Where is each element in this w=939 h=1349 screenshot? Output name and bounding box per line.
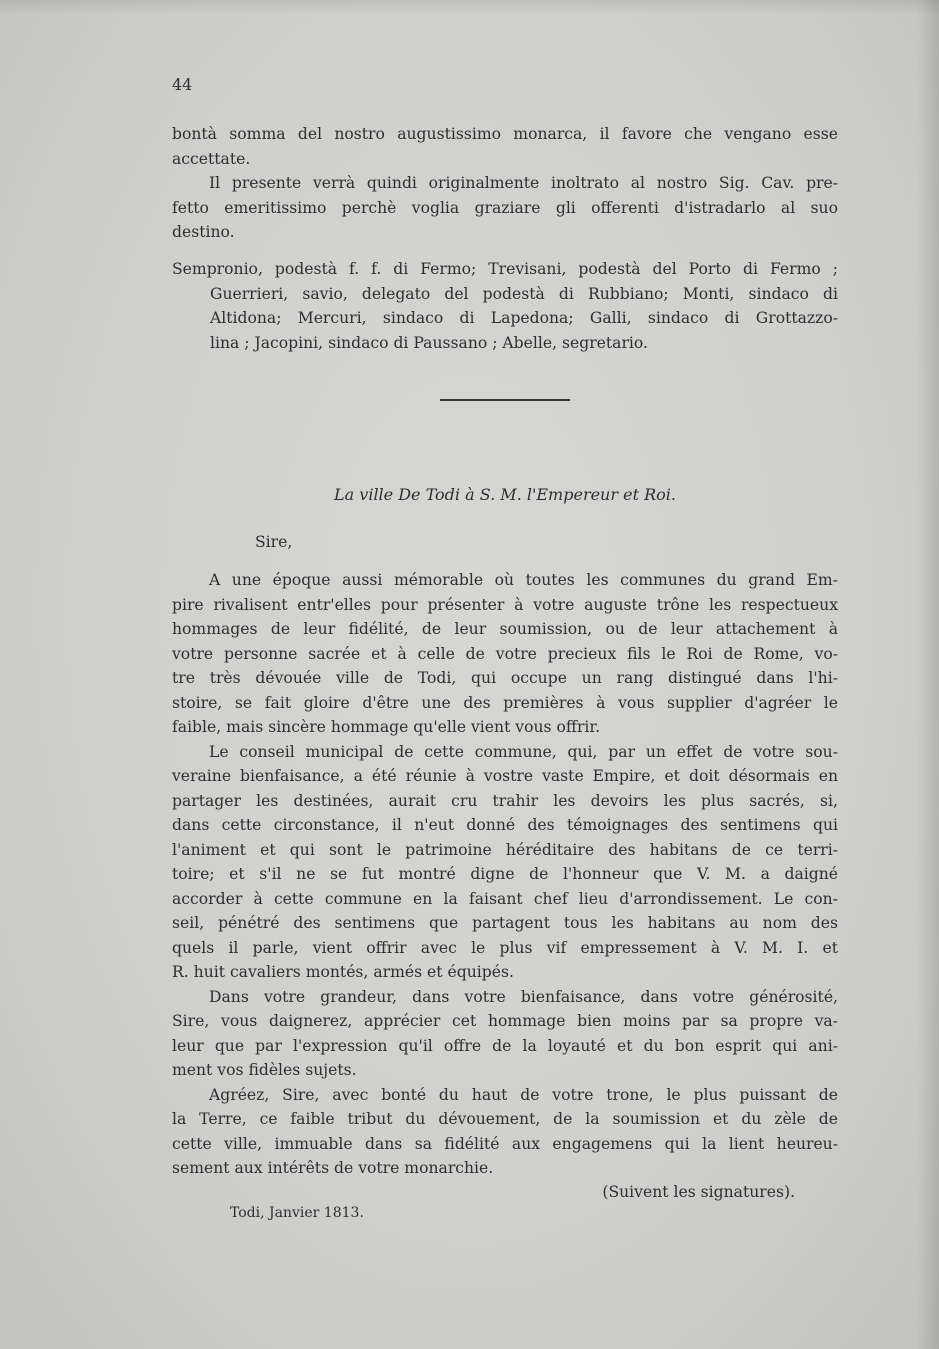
text-line: Sire, vous daignerez, apprécier cet hommage bien moins par sa propre va- xyxy=(172,1012,838,1030)
text-line: destino. xyxy=(172,223,235,241)
text-line: bontà somma del nostro augustissimo monarca, il favore che vengano esse xyxy=(172,125,838,143)
text-line: fetto emeritissimo perchè voglia graziare gli offerenti d'istradarlo al suo xyxy=(172,198,838,217)
text-line: toire; et s'il ne se fut montré digne de l'honneur que V. M. a daigné xyxy=(172,865,838,883)
text-line: seil, pénétré des sentimens que partagent tous les habitans au nom des xyxy=(172,914,838,932)
section-divider xyxy=(440,399,570,401)
text-line: Altidona; Mercuri, sindaco di Lapedona; Galli, sindaco di Grottazzo- xyxy=(210,309,838,327)
text-line: dans cette circonstance, il n'eut donné des témoignages des sentimens qui xyxy=(172,816,838,834)
text-line: Agréez, Sire, avec bonté du haut de votre trone, le plus puissant de xyxy=(209,1085,838,1104)
place-date: Todi, Janvier 1813. xyxy=(230,1205,364,1221)
italian-text xyxy=(172,122,838,245)
text-line: accettate. xyxy=(172,149,251,168)
text-line: Dans votre grandeur, dans votre bienfaisance, dans votre générosité, xyxy=(209,987,838,1006)
text-line: accorder à cette commune en la faisant chef lieu d'arrondissement. Le con- xyxy=(172,889,838,908)
paragraph xyxy=(172,985,838,1083)
text-line: faible, mais sincère hommage qu'elle vient vous offrir. xyxy=(172,718,601,736)
text-line: stoire, se fait gloire d'être une des premières à vous supplier d'agréer le xyxy=(172,693,838,712)
text-line: Sempronio, podestà f. f. di Fermo; Trevisani, podestà del Porto di Fermo ; xyxy=(172,260,838,278)
text-line: hommages de leur fidélité, de leur soumission, ou de leur attachement à xyxy=(172,620,838,638)
text-line: Il presente verrà quindi originalmente inoltrato al nostro Sig. Cav. pre- xyxy=(209,174,838,192)
paragraph xyxy=(172,122,838,171)
signatures-note: (Suivent les signatures). xyxy=(602,1183,795,1201)
text-line: l'animent et qui sont le patrimoine héréditaire des habitans de ce terri- xyxy=(172,840,838,859)
text-line: partager les destinées, aurait cru trahir les devoirs les plus sacrés, si, xyxy=(172,791,838,810)
paragraph xyxy=(172,171,838,245)
text-line: sement aux intérêts de votre monarchie. xyxy=(172,1159,494,1177)
page-number: 44 xyxy=(172,75,193,94)
text-line: pire rivalisent entr'elles pour présenter à votre auguste trône les respectueux xyxy=(172,595,838,614)
text-line: cette ville, immuable dans sa fidélité aux engagemens qui la lient heureu- xyxy=(172,1134,838,1153)
text-line: veraine bienfaisance, a été réunie à vostre vaste Empire, et doit désormais en xyxy=(172,767,838,785)
paragraph xyxy=(172,568,838,740)
text-line: R. huit cavaliers montés, armés et équipés. xyxy=(172,963,514,981)
text-line: la Terre, ce faible tribut du dévouement, de la soumission et du zèle de xyxy=(172,1110,838,1128)
text-line: Le conseil municipal de cette commune, qui, par un effet de votre sou- xyxy=(209,742,838,761)
text-line: lina ; Jacopini, sindaco di Paussano ; Abelle, segretario. xyxy=(210,333,648,352)
paragraph xyxy=(172,740,838,985)
text-line: ment vos fidèles sujets. xyxy=(172,1061,357,1079)
text-line: Guerrieri, savio, delegato del podestà di Rubbiano; Monti, sindaco di xyxy=(210,284,838,303)
signatories-list xyxy=(172,257,838,355)
letter-title: La ville De Todi à S. M. l'Empereur et Roi. xyxy=(334,485,676,504)
text-line: A une époque aussi mémorable où toutes les communes du grand Em- xyxy=(209,571,838,589)
text-line: tre très dévouée ville de Todi, qui occupe un rang distingué dans l'hi- xyxy=(172,669,838,687)
paragraph xyxy=(172,1083,838,1181)
text-line: quels il parle, vient offrir avec le plus vif empressement à V. M. I. et xyxy=(172,938,838,957)
letter-body xyxy=(172,568,838,1181)
scan-edge-right xyxy=(917,0,939,1349)
letter-salutation: Sire, xyxy=(255,533,293,551)
scan-edge-top xyxy=(0,0,939,14)
text-line: votre personne sacrée et à celle de votre precieux fils le Roi de Rome, vo- xyxy=(172,644,838,663)
text-line: leur que par l'expression qu'il offre de la loyauté et du bon esprit qui ani- xyxy=(172,1036,838,1055)
